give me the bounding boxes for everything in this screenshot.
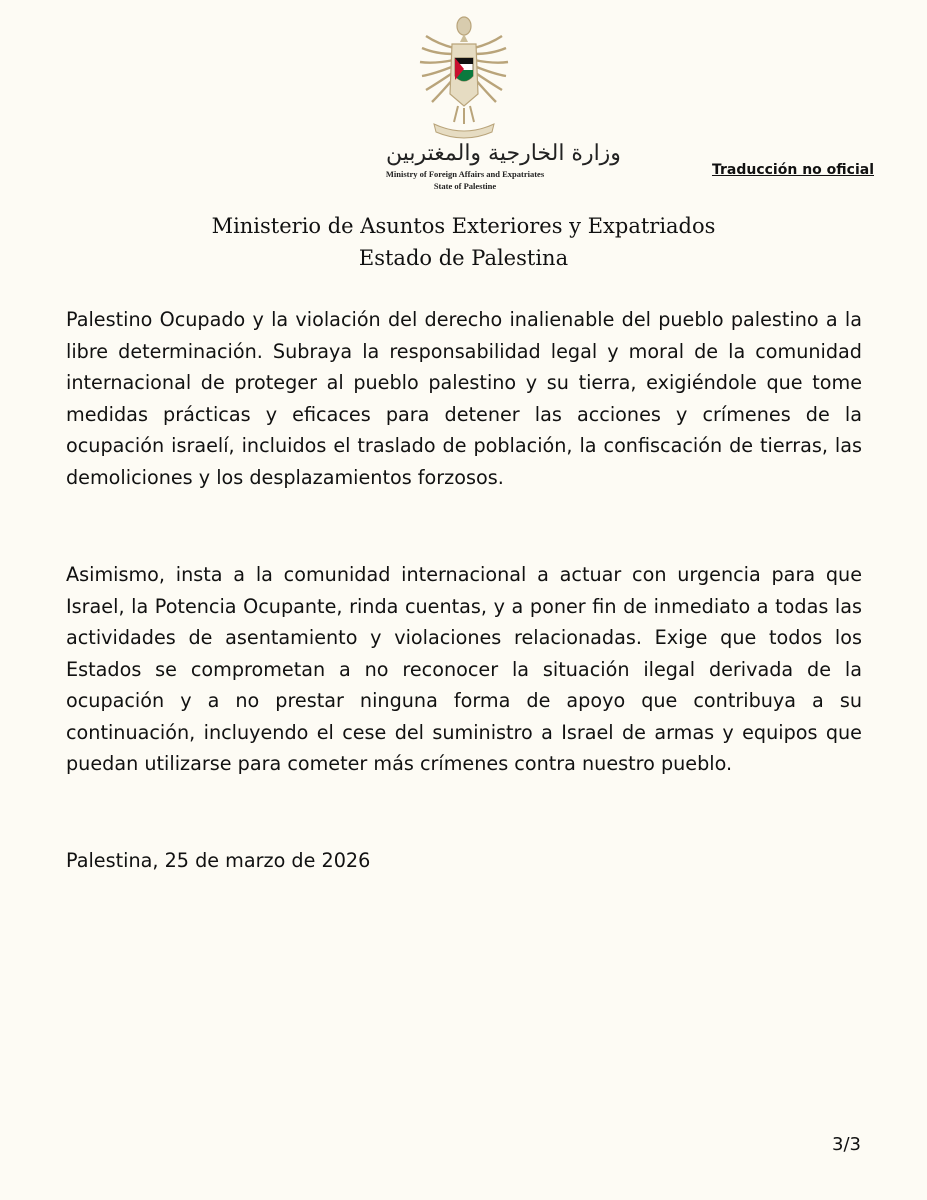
header-line-state: Estado de Palestina [358,246,569,270]
ministry-name-arabic: وزارة الخارجية والمغتربين [386,141,621,166]
body-paragraph-1: Palestino Ocupado y la violación del derecho inalienable del pueblo palestino a la libre determinación. Subraya la responsabilidad legal y moral de la comunidad internacional de proteger al pueblo palestino y su tierra, exigiéndole que tome medidas prácticas y eficaces para detener las acciones y crímenes de la ocupación israelí, incluidos el traslado de población, la confiscación de tierras, las demoliciones y los desplazamientos forzosos. [66,308,862,489]
state-name-english: State of Palestine [433,181,497,191]
date-line: Palestina, 25 de marzo de 2026 [66,849,371,872]
header-line-ministry: Ministerio de Asuntos Exteriores y Expatriados [211,214,716,238]
page-number: 3/3 [832,1134,861,1155]
ministry-name-english: Ministry of Foreign Affairs and Expatriates [385,169,545,179]
eagle-emblem-icon [414,14,514,144]
unofficial-translation-label: Traducción no oficial [711,162,874,178]
body-paragraph-2: Asimismo, insta a la comunidad internacional a actuar con urgencia para que Israel, la Potencia Ocupante, rinda cuentas, y a poner fin de inmediato a todas las actividades de asentamiento y violaciones relacionadas. Exige que todos los Estados se comprometan a no reconocer la situación ilegal derivada de la ocupación y a no prestar ninguna forma de apoyo que contribuya a su continuación, incluyendo el cese del suministro a Israel de armas y equipos que puedan utilizarse para cometer más crímenes contra nuestro pueblo. [66,563,862,775]
document-header [0,210,927,274]
